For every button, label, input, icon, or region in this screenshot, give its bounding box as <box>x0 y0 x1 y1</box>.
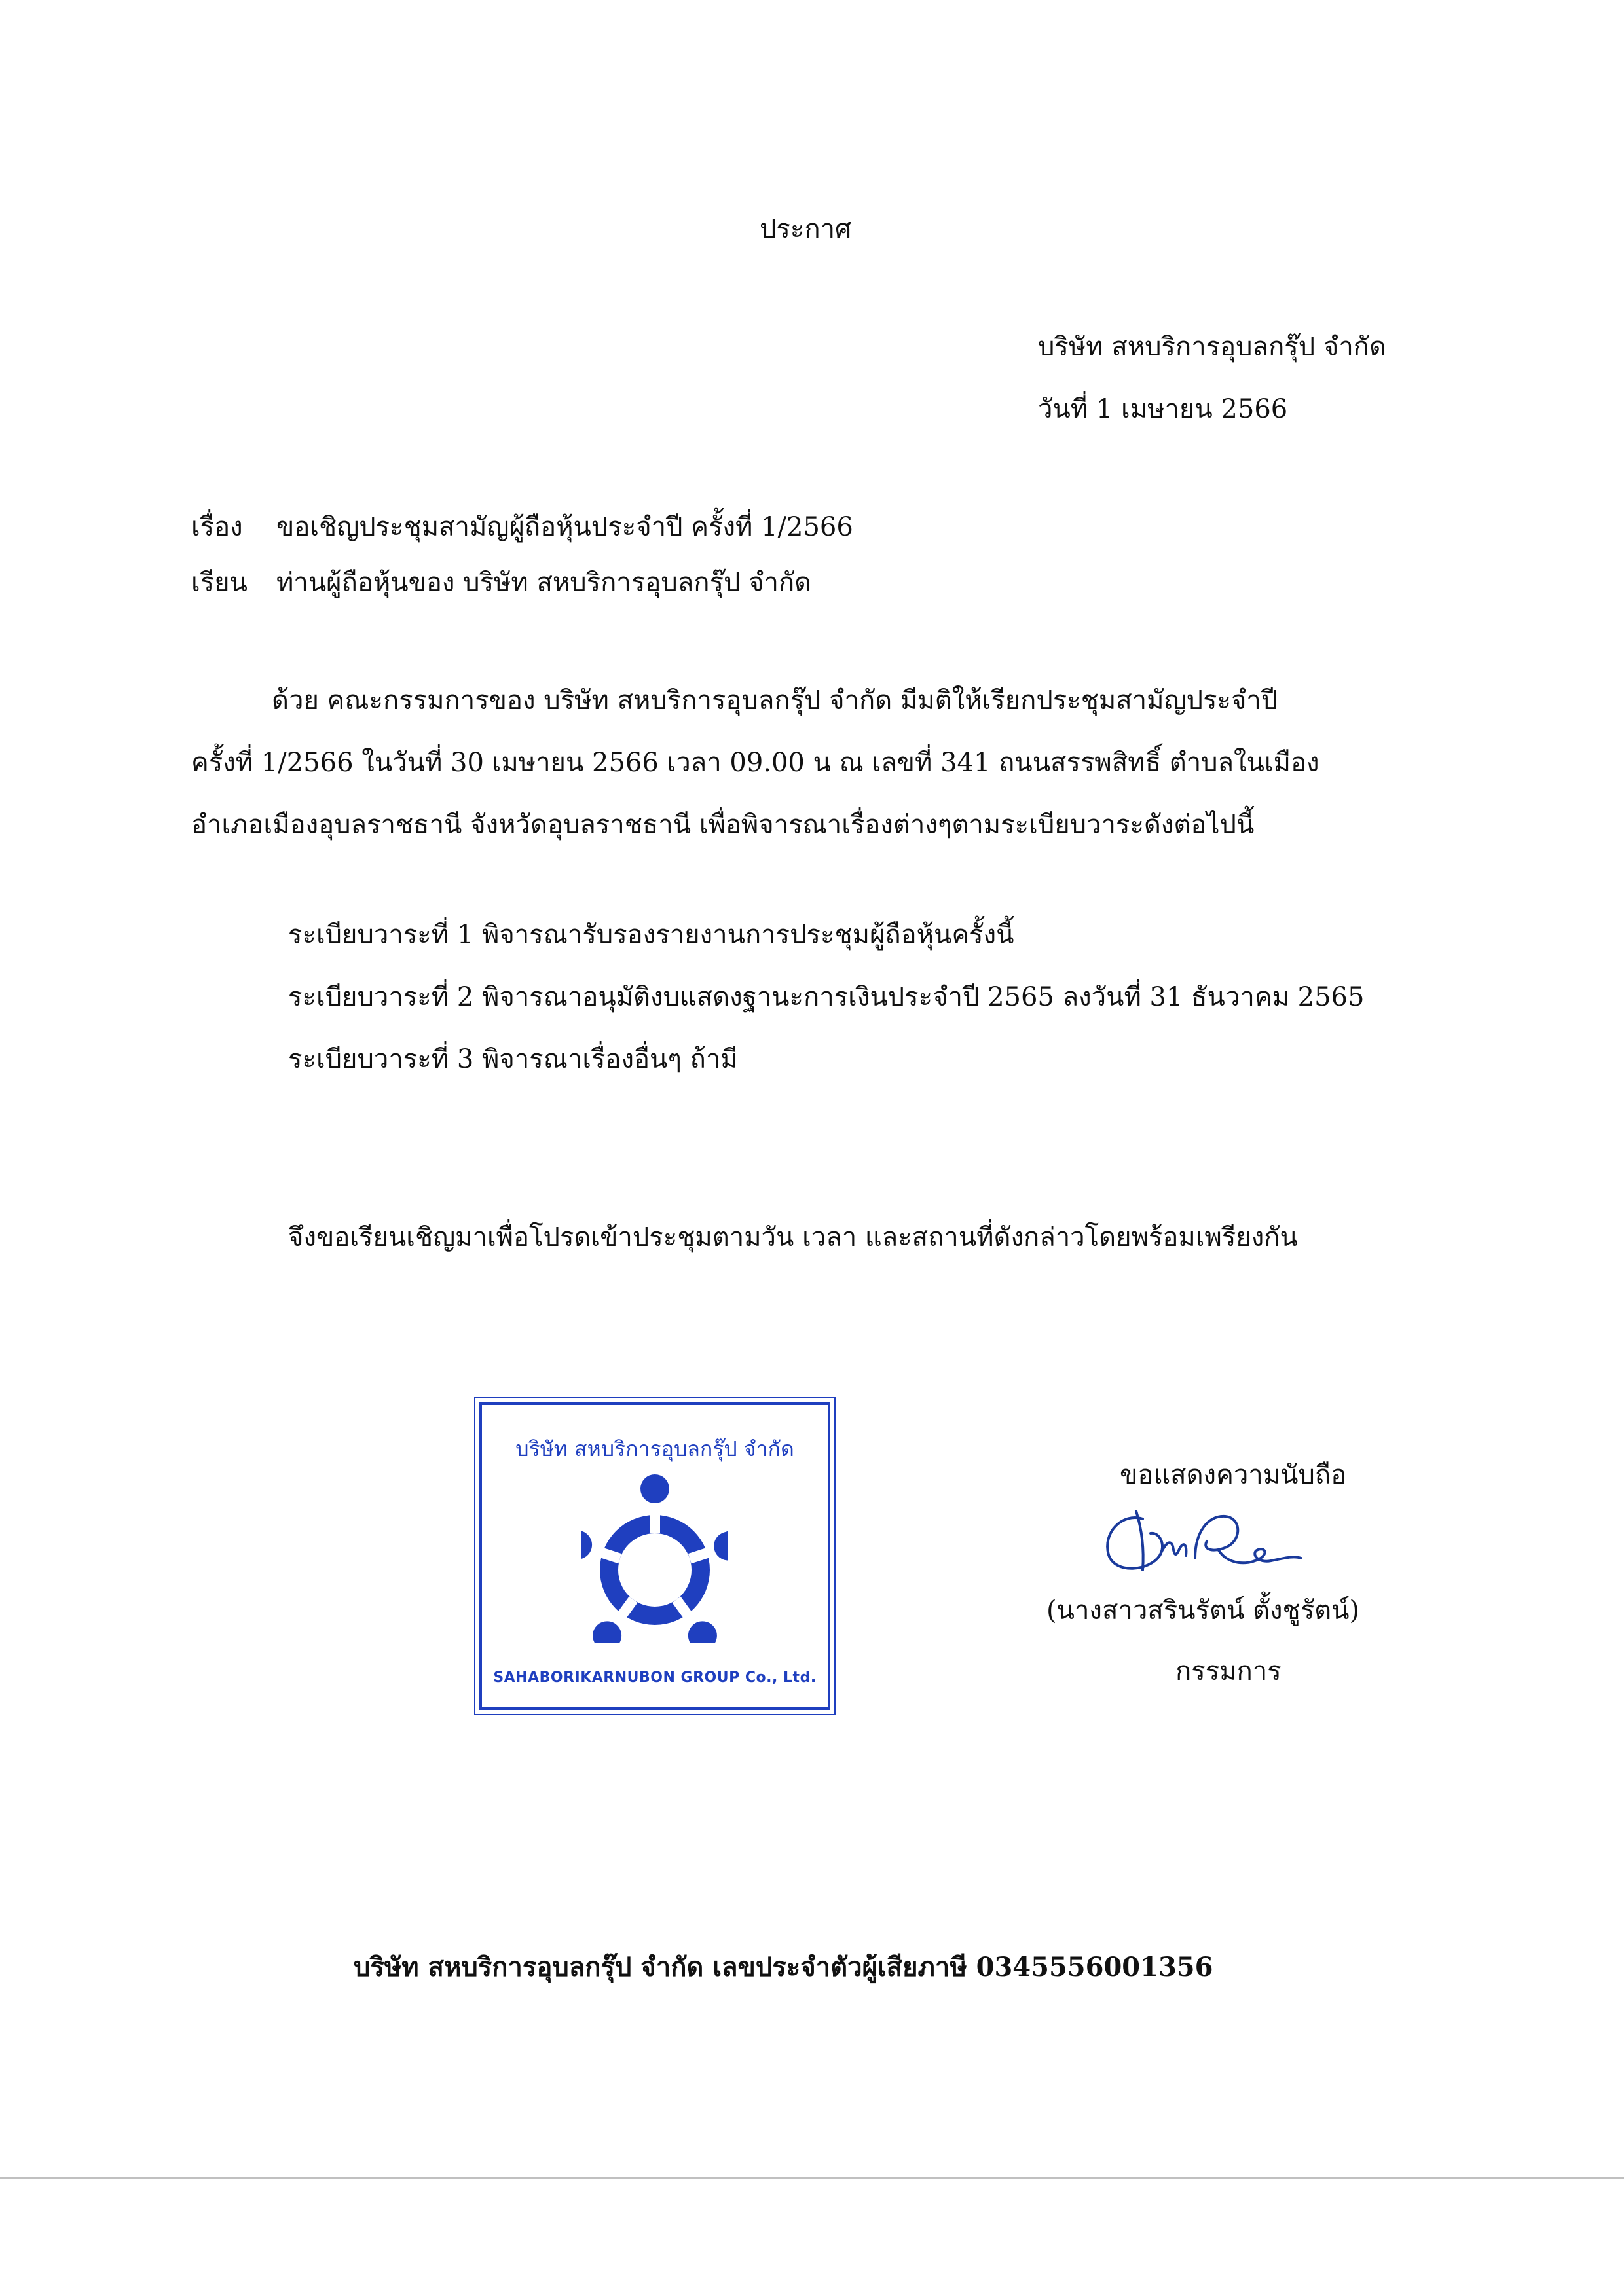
subject-row <box>191 514 853 540</box>
body-line-1: ด้วย คณะกรรมการของ บริษัท สหบริการอุบลกรุ๊ป จำกัด มีมติให้เรียกประชุมสามัญประจำปี <box>272 685 1278 716</box>
agenda-item-3: ระเบียบวาระที่ 3 พิจารณาเรื่องอื่นๆ ถ้ามี <box>288 1044 738 1074</box>
document-title: ประกาศ <box>760 214 852 244</box>
stamp-english-name: SAHABORIKARNUBON GROUP Co., Ltd. <box>493 1669 817 1686</box>
recipient-label: เรียน <box>191 568 248 598</box>
signer-name: (นางสาวสรินรัตน์ ตั้งชูรัตน์) <box>1046 1595 1360 1626</box>
agenda-item-2: ระเบียบวาระที่ 2 พิจารณาอนุมัติงบแสดงฐานะการเงินประจำปี 2565 ลงวันที่ 31 ธันวาคม 2565 <box>288 982 1365 1012</box>
footer-divider <box>0 2177 1624 2179</box>
recipient-row <box>191 570 811 596</box>
body-line-2: ครั้งที่ 1/2566 ในวันที่ 30 เมษายน 2566 เวลา 09.00 น ณ เลขที่ 341 ถนนสรรพสิทธิ์ ตำบลในเมือง <box>191 748 1320 778</box>
recipient-text: ท่านผู้ถือหุ้นของ บริษัท สหบริการอุบลกรุ๊ป จำกัด <box>276 568 812 598</box>
regards-line: ขอแสดงความนับถือ <box>1120 1460 1347 1490</box>
subject-label: เรื่อง <box>191 512 243 542</box>
closing-statement: จึงขอเรียนเชิญมาเพื่อโปรดเข้าประชุมตามวัน เวลา และสถานที่ดังกล่าวโดยพร้อมเพรียงกัน <box>288 1222 1298 1252</box>
company-stamp <box>479 1402 830 1710</box>
footer-company-tax-id: บริษัท สหบริการอุบลกรุ๊ป จำกัด เลขประจำตัวผู้เสียภาษี 0345556001356 <box>354 1952 1213 1982</box>
signer-position: กรรมการ <box>1175 1656 1282 1686</box>
stamp-company-name: บริษัท สหบริการอุบลกรุ๊ป จำกัด <box>515 1436 794 1461</box>
agenda-item-1: ระเบียบวาระที่ 1 พิจารณารับรองรายงานการประชุมผู้ถือหุ้นครั้งนี้ <box>288 920 1014 950</box>
body-line-3: อำเภอเมืองอุบลราชธานี จังหวัดอุบลราชธานี เพื่อพิจารณาเรื่องต่างๆตามระเบียบวาระดังต่อไปนี้ <box>191 810 1255 840</box>
company-logo-icon <box>581 1470 728 1643</box>
company-header: บริษัท สหบริการอุบลกรุ๊ป จำกัด <box>1038 332 1386 362</box>
signature-icon <box>1097 1493 1306 1584</box>
document-date: วันที่ 1 เมษายน 2566 <box>1038 394 1288 424</box>
subject-text: ขอเชิญประชุมสามัญผู้ถือหุ้นประจำปี ครั้งที่ 1/2566 <box>276 512 853 542</box>
